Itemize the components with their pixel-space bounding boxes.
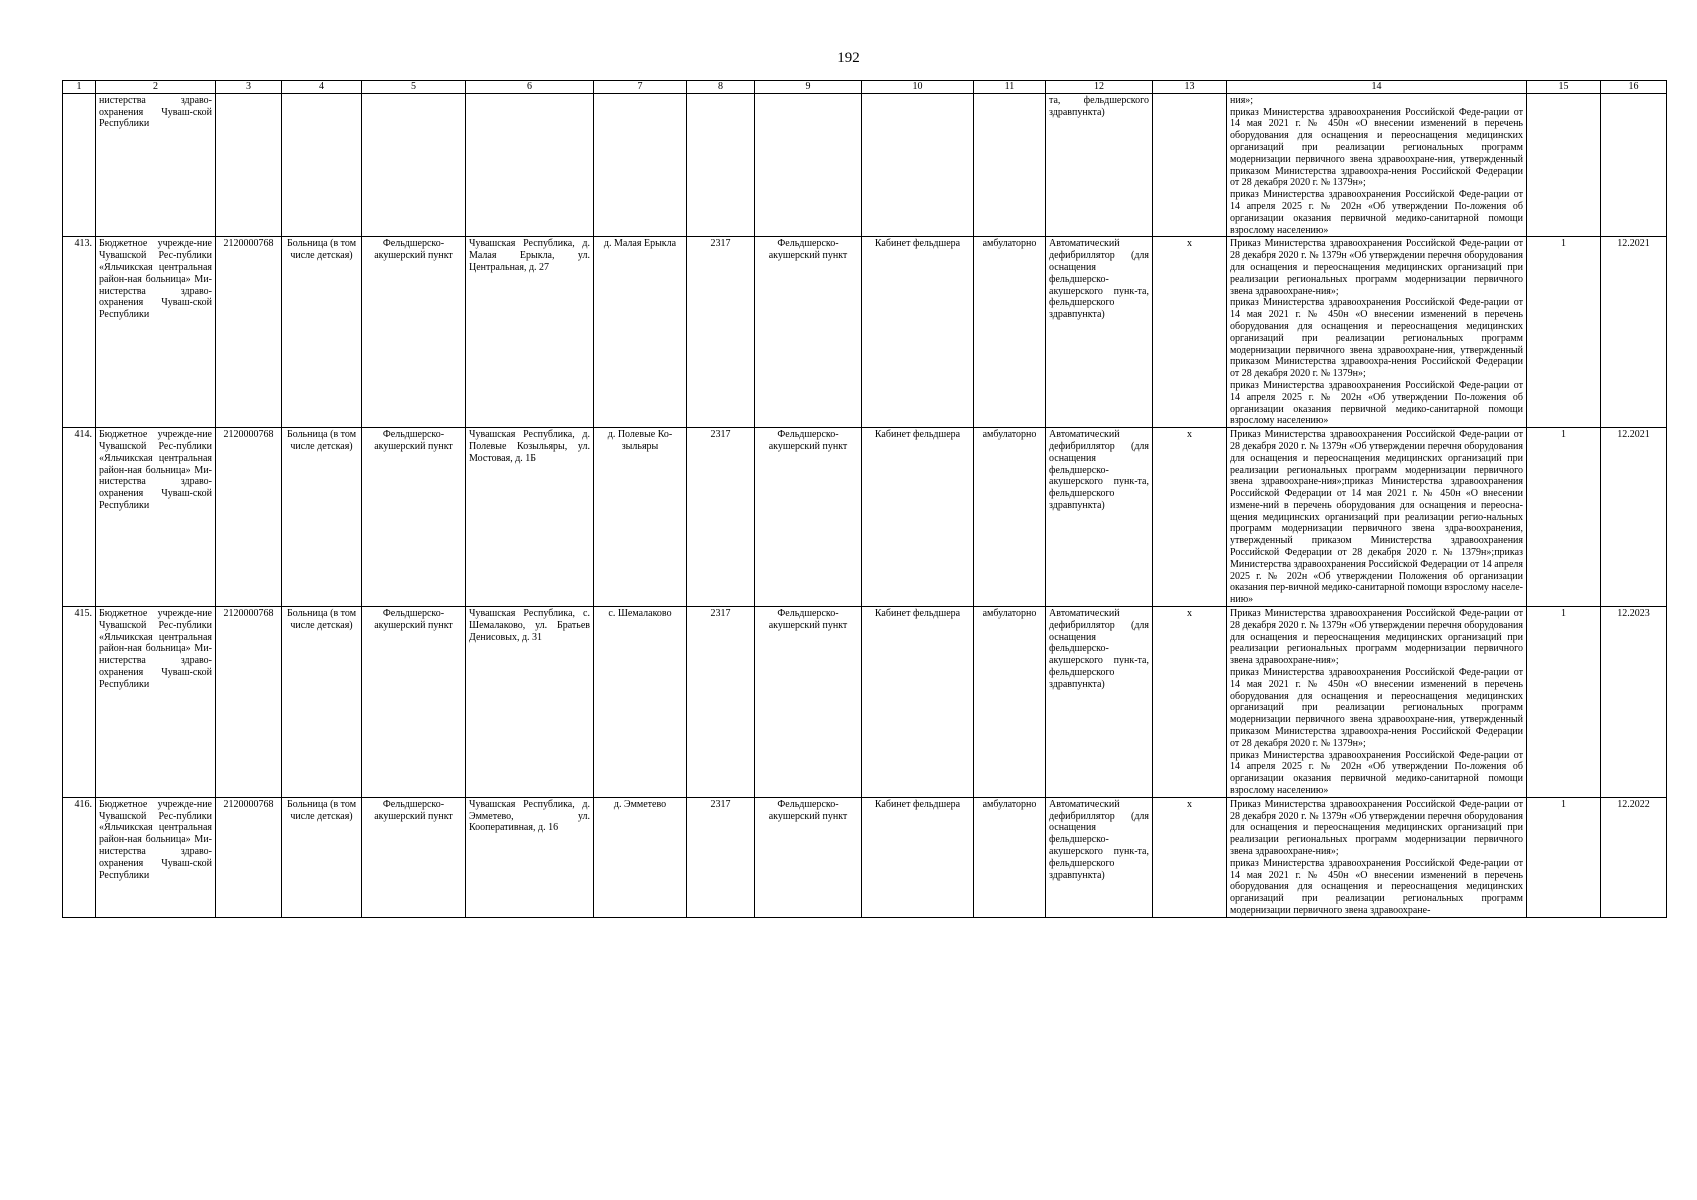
organization-name xyxy=(96,607,216,798)
settlement-code xyxy=(687,237,755,428)
cell-paragraph: 12.2021 xyxy=(1617,429,1650,441)
cell-paragraph: 1 xyxy=(1561,429,1566,441)
cell-paragraph: Фельдшерско-акушерский пункт xyxy=(374,608,453,631)
care-mode xyxy=(974,237,1046,428)
address xyxy=(466,237,594,428)
cell-paragraph: 415. xyxy=(74,608,92,620)
settlement xyxy=(594,428,687,607)
cell-paragraph: х xyxy=(1187,608,1192,620)
room-name xyxy=(862,428,974,607)
column-number: 12 xyxy=(1046,81,1153,94)
facility-type xyxy=(282,93,362,237)
table-row xyxy=(63,93,1667,237)
mark-cell xyxy=(1153,93,1227,237)
column-number-row xyxy=(63,81,1667,94)
organization-code xyxy=(216,607,282,798)
cell-paragraph: Приказ Министерства здравоохранения Российской Феде-рации от 28 декабря 2020 г. № 1379н «Об утверждении перечня оборудования для оснащения и переоснащения медицинских организаций при реализации региональных программ модернизации первичного звена здравоохране-ния»;приказ Министерства здравоохранения Российской Федерации от 14 мая 2021 г. № 450н «О внесении измене-ний в перечень оборудования для оснащения и переосна-щения медицинских организаций при реализации регио-нальных программ модернизации первичного звена здра-воохранения, утвержденный приказом Министерства здравоохранения Российской Федерации от 28 декабря 2020 г. № 1379н»;приказ Министерства здравоохранения Российской Федерации от 14 апреля 2025 г. № 202н «Об утверждении Положения об организации оказания пер-вичной медико-санитарной помощи взрослому населе-нию» xyxy=(1230,429,1523,606)
facility-type xyxy=(282,428,362,607)
row-number xyxy=(63,797,96,917)
equipment-name xyxy=(1046,428,1153,607)
mark-cell xyxy=(1153,797,1227,917)
mark-cell xyxy=(1153,607,1227,798)
cell-paragraph: 12.2022 xyxy=(1617,798,1650,810)
cell-paragraph: Кабинет фельдшера xyxy=(874,798,961,810)
cell-paragraph: х xyxy=(1187,798,1192,810)
cell-paragraph: Кабинет фельдшера xyxy=(874,429,961,441)
settlement-code xyxy=(687,428,755,607)
row-number xyxy=(63,237,96,428)
cell-paragraph: Кабинет фельдшера xyxy=(874,608,961,620)
equipment-name xyxy=(1046,607,1153,798)
legal-basis xyxy=(1227,237,1527,428)
cell-paragraph: 1 xyxy=(1561,238,1566,250)
legal-basis xyxy=(1227,93,1527,237)
column-number: 4 xyxy=(282,81,362,94)
cell-paragraph: Бюджетное учрежде-ние Чувашской Рес-публики «Яльчикская центральная район-ная больница» Ми-нистерства здраво-охранения Чуваш-ской Республики xyxy=(99,238,212,321)
cell-paragraph: 12.2021 xyxy=(1617,238,1650,250)
date xyxy=(1601,797,1667,917)
cell-paragraph: 413. xyxy=(74,238,92,250)
unit-name xyxy=(362,237,466,428)
cell-paragraph: д. Полевые Ко-зыльяры xyxy=(607,429,673,452)
cell-paragraph: Бюджетное учрежде-ние Чувашской Рес-публики «Яльчикская центральная район-ная больница» Ми-нистерства здраво-охранения Чуваш-ской Республики xyxy=(99,798,212,881)
address xyxy=(466,797,594,917)
subunit-name xyxy=(755,607,862,798)
column-number: 10 xyxy=(862,81,974,94)
quantity xyxy=(1527,428,1601,607)
column-number: 15 xyxy=(1527,81,1601,94)
table-row xyxy=(63,428,1667,607)
column-number: 3 xyxy=(216,81,282,94)
column-number: 13 xyxy=(1153,81,1227,94)
address xyxy=(466,607,594,798)
column-number: 11 xyxy=(974,81,1046,94)
cell-paragraph: 1 xyxy=(1561,798,1566,810)
cell-paragraph: Больница (в том числе детская) xyxy=(286,608,357,631)
facility-type xyxy=(282,797,362,917)
care-mode xyxy=(974,428,1046,607)
cell-paragraph: 2317 xyxy=(710,429,731,441)
cell-paragraph: Бюджетное учрежде-ние Чувашской Рес-публики «Яльчикская центральная район-ная больница» Ми-нистерства здраво-охранения Чуваш-ской Республики xyxy=(99,608,212,690)
equipment-name xyxy=(1046,797,1153,917)
cell-paragraph: Автоматический дефибриллятор (для оснащения фельдшерско-акушерского пунк-та, фельдшерского здравпункта) xyxy=(1049,798,1149,881)
cell-paragraph: амбулаторно xyxy=(982,429,1037,441)
cell-paragraph: Чувашская Республика, с. Шемалаково, ул. Братьев Денисовых, д. 31 xyxy=(469,608,590,643)
cell-paragraph: Чувашская Республика, д. Эмметево, ул. Кооперативная, д. 16 xyxy=(469,798,590,834)
settlement xyxy=(594,93,687,237)
equipment-name xyxy=(1046,93,1153,237)
cell-paragraph: Фельдшерско-акушерский пункт xyxy=(374,798,453,822)
care-mode xyxy=(974,607,1046,798)
cell-paragraph: амбулаторно xyxy=(982,238,1037,250)
date xyxy=(1601,237,1667,428)
organization-name xyxy=(96,428,216,607)
page-number: 192 xyxy=(837,50,860,66)
legal-basis xyxy=(1227,428,1527,607)
settlement-code xyxy=(687,797,755,917)
date xyxy=(1601,428,1667,607)
cell-paragraph: х xyxy=(1187,429,1192,441)
cell-paragraph: Автоматический дефибриллятор (для оснащения фельдшерско-акушерского пунк-та, фельдшерского здравпункта) xyxy=(1049,608,1149,690)
cell-paragraph: 1 xyxy=(1561,608,1566,620)
mark-cell xyxy=(1153,237,1227,428)
cell-paragraph: Кабинет фельдшера xyxy=(874,238,961,250)
quantity xyxy=(1527,797,1601,917)
register-table xyxy=(62,80,1667,918)
quantity xyxy=(1527,607,1601,798)
cell-paragraph: приказ Министерства здравоохранения Российской Феде-рации от 14 апреля 2025 г. № 202н «Об утверждении По-ложения об организации оказания первичной медико-санитарной помощи взрослому населению» xyxy=(1230,749,1523,797)
cell-paragraph: амбулаторно xyxy=(982,608,1037,620)
cell-paragraph: приказ Министерства здравоохранения Российской Феде-рации от 14 апреля 2025 г. № 202н «Об утверждении По-ложения об организации оказания первичной медико-санитарной помощи взрослому населению» xyxy=(1230,189,1523,236)
mark-cell xyxy=(1153,428,1227,607)
column-number: 2 xyxy=(96,81,216,94)
cell-paragraph: Приказ Министерства здравоохранения Российской Феде-рации от 28 декабря 2020 г. № 1379н «Об утверждении перечня оборудования для оснащения и переоснащения медицинских организаций при реализации региональных программ модернизации первичного звена здравоохране-ния»; xyxy=(1230,798,1523,857)
cell-paragraph: Больница (в том числе детская) xyxy=(286,798,357,822)
column-number: 1 xyxy=(63,81,96,94)
column-number: 14 xyxy=(1227,81,1527,94)
cell-paragraph: Автоматический дефибриллятор (для оснащения фельдшерско-акушерского пунк-та, фельдшерского здравпункта) xyxy=(1049,238,1149,321)
cell-paragraph: х xyxy=(1187,238,1192,250)
column-number: 5 xyxy=(362,81,466,94)
room-name xyxy=(862,237,974,428)
cell-paragraph: Фельдшерско-акушерский пункт xyxy=(374,238,453,262)
organization-code xyxy=(216,428,282,607)
organization-code xyxy=(216,93,282,237)
cell-paragraph: приказ Министерства здравоохранения Российской Феде-рации от 14 мая 2021 г. № 450н «О внесении изменений в перечень оборудования для оснащения и переоснащения медицинских организаций при реализации региональных программ модернизации первичного звена здравоохране-ния, утвержденный приказом Министерства здравоохра-нения Российской Федерации от 28 декабря 2020 г. № 1379н»; xyxy=(1230,667,1523,749)
cell-paragraph: Больница (в том числе детская) xyxy=(286,238,357,262)
cell-paragraph: 2120000768 xyxy=(223,608,274,620)
unit-name xyxy=(362,428,466,607)
settlement xyxy=(594,237,687,428)
subunit-name xyxy=(755,797,862,917)
cell-paragraph: 12.2023 xyxy=(1617,608,1650,620)
organization-code xyxy=(216,237,282,428)
date xyxy=(1601,93,1667,237)
cell-paragraph: 2120000768 xyxy=(223,798,274,810)
care-mode xyxy=(974,797,1046,917)
organization-name xyxy=(96,797,216,917)
address xyxy=(466,428,594,607)
subunit-name xyxy=(755,428,862,607)
cell-paragraph: 416. xyxy=(74,798,92,810)
equipment-name xyxy=(1046,237,1153,428)
column-number: 8 xyxy=(687,81,755,94)
cell-paragraph: д. Эмметево xyxy=(613,798,667,810)
legal-basis xyxy=(1227,607,1527,798)
care-mode xyxy=(974,93,1046,237)
cell-paragraph: с. Шемалаково xyxy=(608,608,672,620)
settlement xyxy=(594,797,687,917)
address xyxy=(466,93,594,237)
cell-paragraph: 2120000768 xyxy=(223,238,274,250)
cell-paragraph: приказ Министерства здравоохранения Российской Феде-рации от 14 мая 2021 г. № 450н «О внесении изменений в перечень оборудования для оснащения и переоснащения медицинских организаций при реализации региональных программ модернизации первичного звена здравоохране-ния, утвержденный приказом Министерства здравоохра-нения Российской Федерации от 28 декабря 2020 г. № 1379н»; xyxy=(1230,297,1523,380)
cell-paragraph: нистерства здраво-охранения Чуваш-ской Республики xyxy=(99,94,212,130)
row-number xyxy=(63,93,96,237)
cell-paragraph: Фельдшерско-акушерский пункт xyxy=(768,798,848,822)
cell-paragraph: Фельдшерско-акушерский пункт xyxy=(768,238,848,262)
quantity xyxy=(1527,93,1601,237)
organization-name xyxy=(96,237,216,428)
table-row xyxy=(63,797,1667,917)
legal-basis xyxy=(1227,797,1527,917)
table-row xyxy=(63,237,1667,428)
cell-paragraph: Бюджетное учрежде-ние Чувашской Рес-публики «Яльчикская центральная район-ная больница» Ми-нистерства здраво-охранения Чуваш-ской Республики xyxy=(99,429,212,511)
column-number: 7 xyxy=(594,81,687,94)
cell-paragraph: 414. xyxy=(74,429,92,441)
cell-paragraph: Фельдшерско-акушерский пункт xyxy=(374,429,453,452)
unit-name xyxy=(362,93,466,237)
cell-paragraph: 2317 xyxy=(710,238,731,250)
column-number: 9 xyxy=(755,81,862,94)
cell-paragraph: Фельдшерско-акушерский пункт xyxy=(768,608,848,631)
settlement xyxy=(594,607,687,798)
cell-paragraph: ния»; xyxy=(1230,94,1254,106)
organization-name xyxy=(96,93,216,237)
cell-paragraph: Приказ Министерства здравоохранения Российской Феде-рации от 28 декабря 2020 г. № 1379н «Об утверждении перечня оборудования для оснащения и переоснащения медицинских организаций при реализации региональных программ модернизации первичного звена здравоохране-ния»; xyxy=(1230,608,1523,667)
settlement-code xyxy=(687,607,755,798)
organization-code xyxy=(216,797,282,917)
cell-paragraph: приказ Министерства здравоохранения Российской Феде-рации от 14 мая 2021 г. № 450н «О внесении изменений в перечень оборудования для оснащения и переоснащения медицинских организаций при реализации региональных программ модернизации первичного звена здравоохране- xyxy=(1230,857,1523,916)
cell-paragraph: 2317 xyxy=(710,798,731,810)
unit-name xyxy=(362,607,466,798)
facility-type xyxy=(282,607,362,798)
cell-paragraph: Фельдшерско-акушерский пункт xyxy=(768,429,848,452)
room-name xyxy=(862,93,974,237)
room-name xyxy=(862,797,974,917)
cell-paragraph: д. Малая Ерыкла xyxy=(603,238,677,250)
room-name xyxy=(862,607,974,798)
cell-paragraph: Чувашская Республика, д. Полевые Козыльяры, ул. Мостовая, д. 1Б xyxy=(469,429,590,464)
date xyxy=(1601,607,1667,798)
cell-paragraph: 2317 xyxy=(710,608,731,620)
subunit-name xyxy=(755,93,862,237)
quantity xyxy=(1527,237,1601,428)
row-number xyxy=(63,607,96,798)
cell-paragraph: амбулаторно xyxy=(982,798,1037,810)
cell-paragraph: приказ Министерства здравоохранения Российской Феде-рации от 14 апреля 2025 г. № 202н «Об утверждении По-ложения об организации оказания первичной медико-санитарной помощи взрослому населению» xyxy=(1230,379,1523,427)
cell-paragraph: та, фельдшерского здравпункта) xyxy=(1049,94,1149,118)
cell-paragraph: Больница (в том числе детская) xyxy=(286,429,357,452)
cell-paragraph: Автоматический дефибриллятор (для оснащения фельдшерско-акушерского пунк-та, фельдшерского здравпункта) xyxy=(1049,429,1149,511)
settlement-code xyxy=(687,93,755,237)
cell-paragraph: Чувашская Республика, д. Малая Ерыкла, ул. Центральная, д. 27 xyxy=(469,238,590,273)
unit-name xyxy=(362,797,466,917)
column-number: 6 xyxy=(466,81,594,94)
table-row xyxy=(63,607,1667,798)
facility-type xyxy=(282,237,362,428)
subunit-name xyxy=(755,237,862,428)
column-number: 16 xyxy=(1601,81,1667,94)
cell-paragraph: приказ Министерства здравоохранения Российской Феде-рации от 14 мая 2021 г. № 450н «О внесении изменений в перечень оборудования для оснащения и переоснащения медицинских организаций при реализации региональных программ модернизации первичного звена здравоохране-ния, утвержденный приказом Министерства здравоохра-нения Российской Федерации от 28 декабря 2020 г. № 1379н»; xyxy=(1230,106,1523,189)
cell-paragraph: 2120000768 xyxy=(223,429,274,441)
cell-paragraph: Приказ Министерства здравоохранения Российской Феде-рации от 28 декабря 2020 г. № 1379н «Об утверждении перечня оборудования для оснащения и переоснащения медицинских организаций при реализации региональных программ модернизации первичного звена здравоохране-ния»; xyxy=(1230,238,1523,297)
row-number xyxy=(63,428,96,607)
